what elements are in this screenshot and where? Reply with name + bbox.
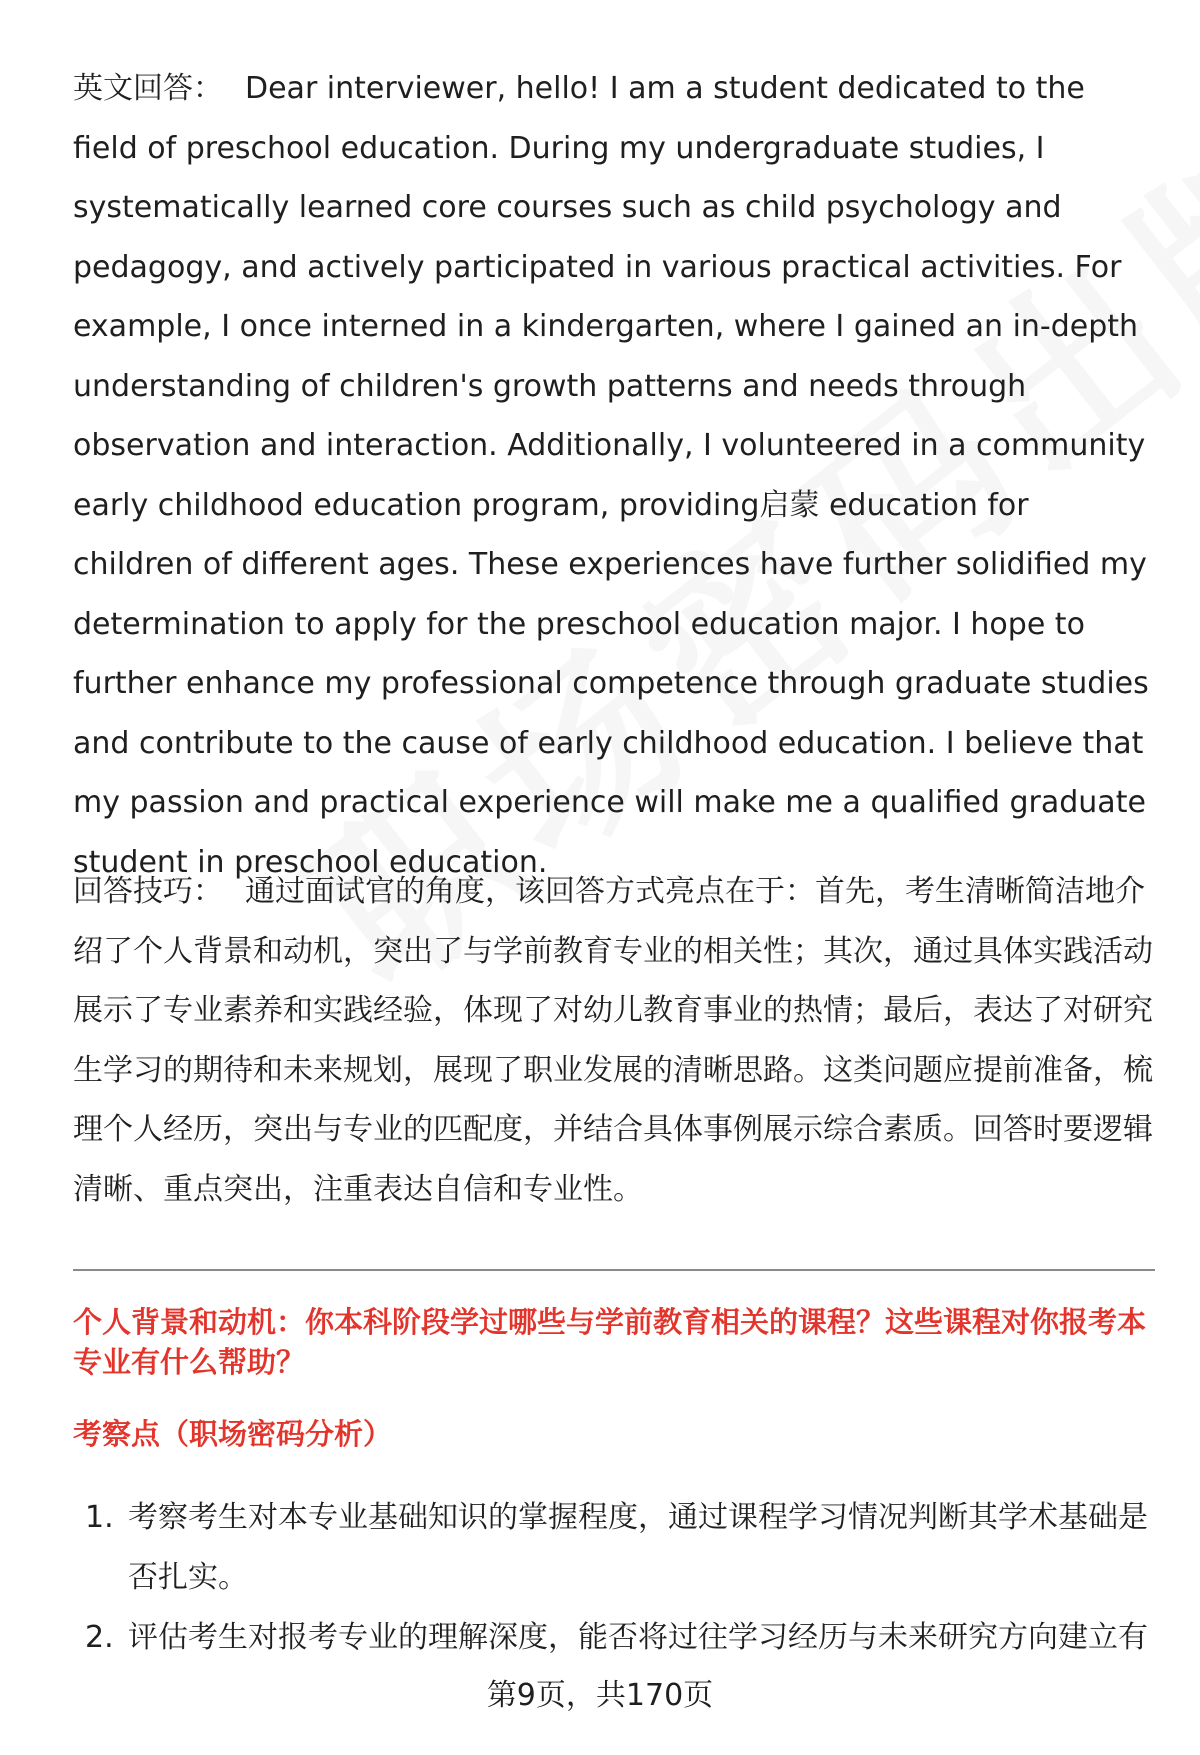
list-item bbox=[73, 1608, 1155, 1668]
english-answer-label: 英文回答： bbox=[73, 71, 223, 106]
page-number-footer: 第9页，共170页 bbox=[486, 1678, 714, 1713]
section-divider bbox=[73, 1269, 1155, 1271]
examination-points-list bbox=[73, 1488, 1155, 1668]
list-item-number: 1. bbox=[85, 1500, 114, 1535]
english-answer-paragraph bbox=[73, 59, 1153, 892]
examination-points-heading: 考察点（职场密码分析） bbox=[73, 1417, 393, 1451]
question-heading: 个人背景和动机：你本科阶段学过哪些与学前教育相关的课程？这些课程对你报考本专业有什么帮助？ bbox=[73, 1305, 1147, 1379]
list-item-text: 考察考生对本专业基础知识的掌握程度，通过课程学习情况判断其学术基础是否扎实。 bbox=[128, 1500, 1148, 1595]
list-item-text: 评估考生对报考专业的理解深度，能否将过往学习经历与未来研究方向建立有 bbox=[128, 1620, 1148, 1655]
answer-tips-label: 回答技巧： bbox=[73, 874, 223, 909]
list-item-number: 2. bbox=[85, 1620, 114, 1655]
answer-tips-paragraph bbox=[73, 862, 1153, 1219]
list-item bbox=[73, 1488, 1155, 1608]
answer-tips-text: 通过面试官的角度，该回答方式亮点在于：首先，考生清晰简洁地介绍了个人背景和动机，突出了与学前教育专业的相关性；其次，通过具体实践活动展示了专业素养和实践经验，体现了对幼儿教育事业的热情；最后，表达了对研究生学习的期待和未来规划，展现了职业发展的清晰思路。这类问题应提前准备，梳理个人经历，突出与专业的匹配度，并结合具体事例展示综合素质。回答时要逻辑清晰、重点突出，注重表达自信和专业性。 bbox=[73, 874, 1153, 1207]
english-answer-text: Dear interviewer, hello! I am a student dedicated to the field of preschool education. During my undergraduate studies, I systematically learned core courses such as child psychology and pedagogy, and actively participated in various practical activities. For example, I once interned in a kindergarten, where I gained an in-depth understanding of children's growth patterns and needs through observation and interaction. Additionally, I volunteered in a community early childhood education program, providing启蒙 education for children of different ages. These experiences have further solidified my determination to apply for the preschool education major. I hope to further enhance my professional competence through graduate studies and contribute to the cause of early childhood education. I believe that my passion and practical experience will make me a qualified graduate student in preschool education. bbox=[73, 71, 1149, 880]
